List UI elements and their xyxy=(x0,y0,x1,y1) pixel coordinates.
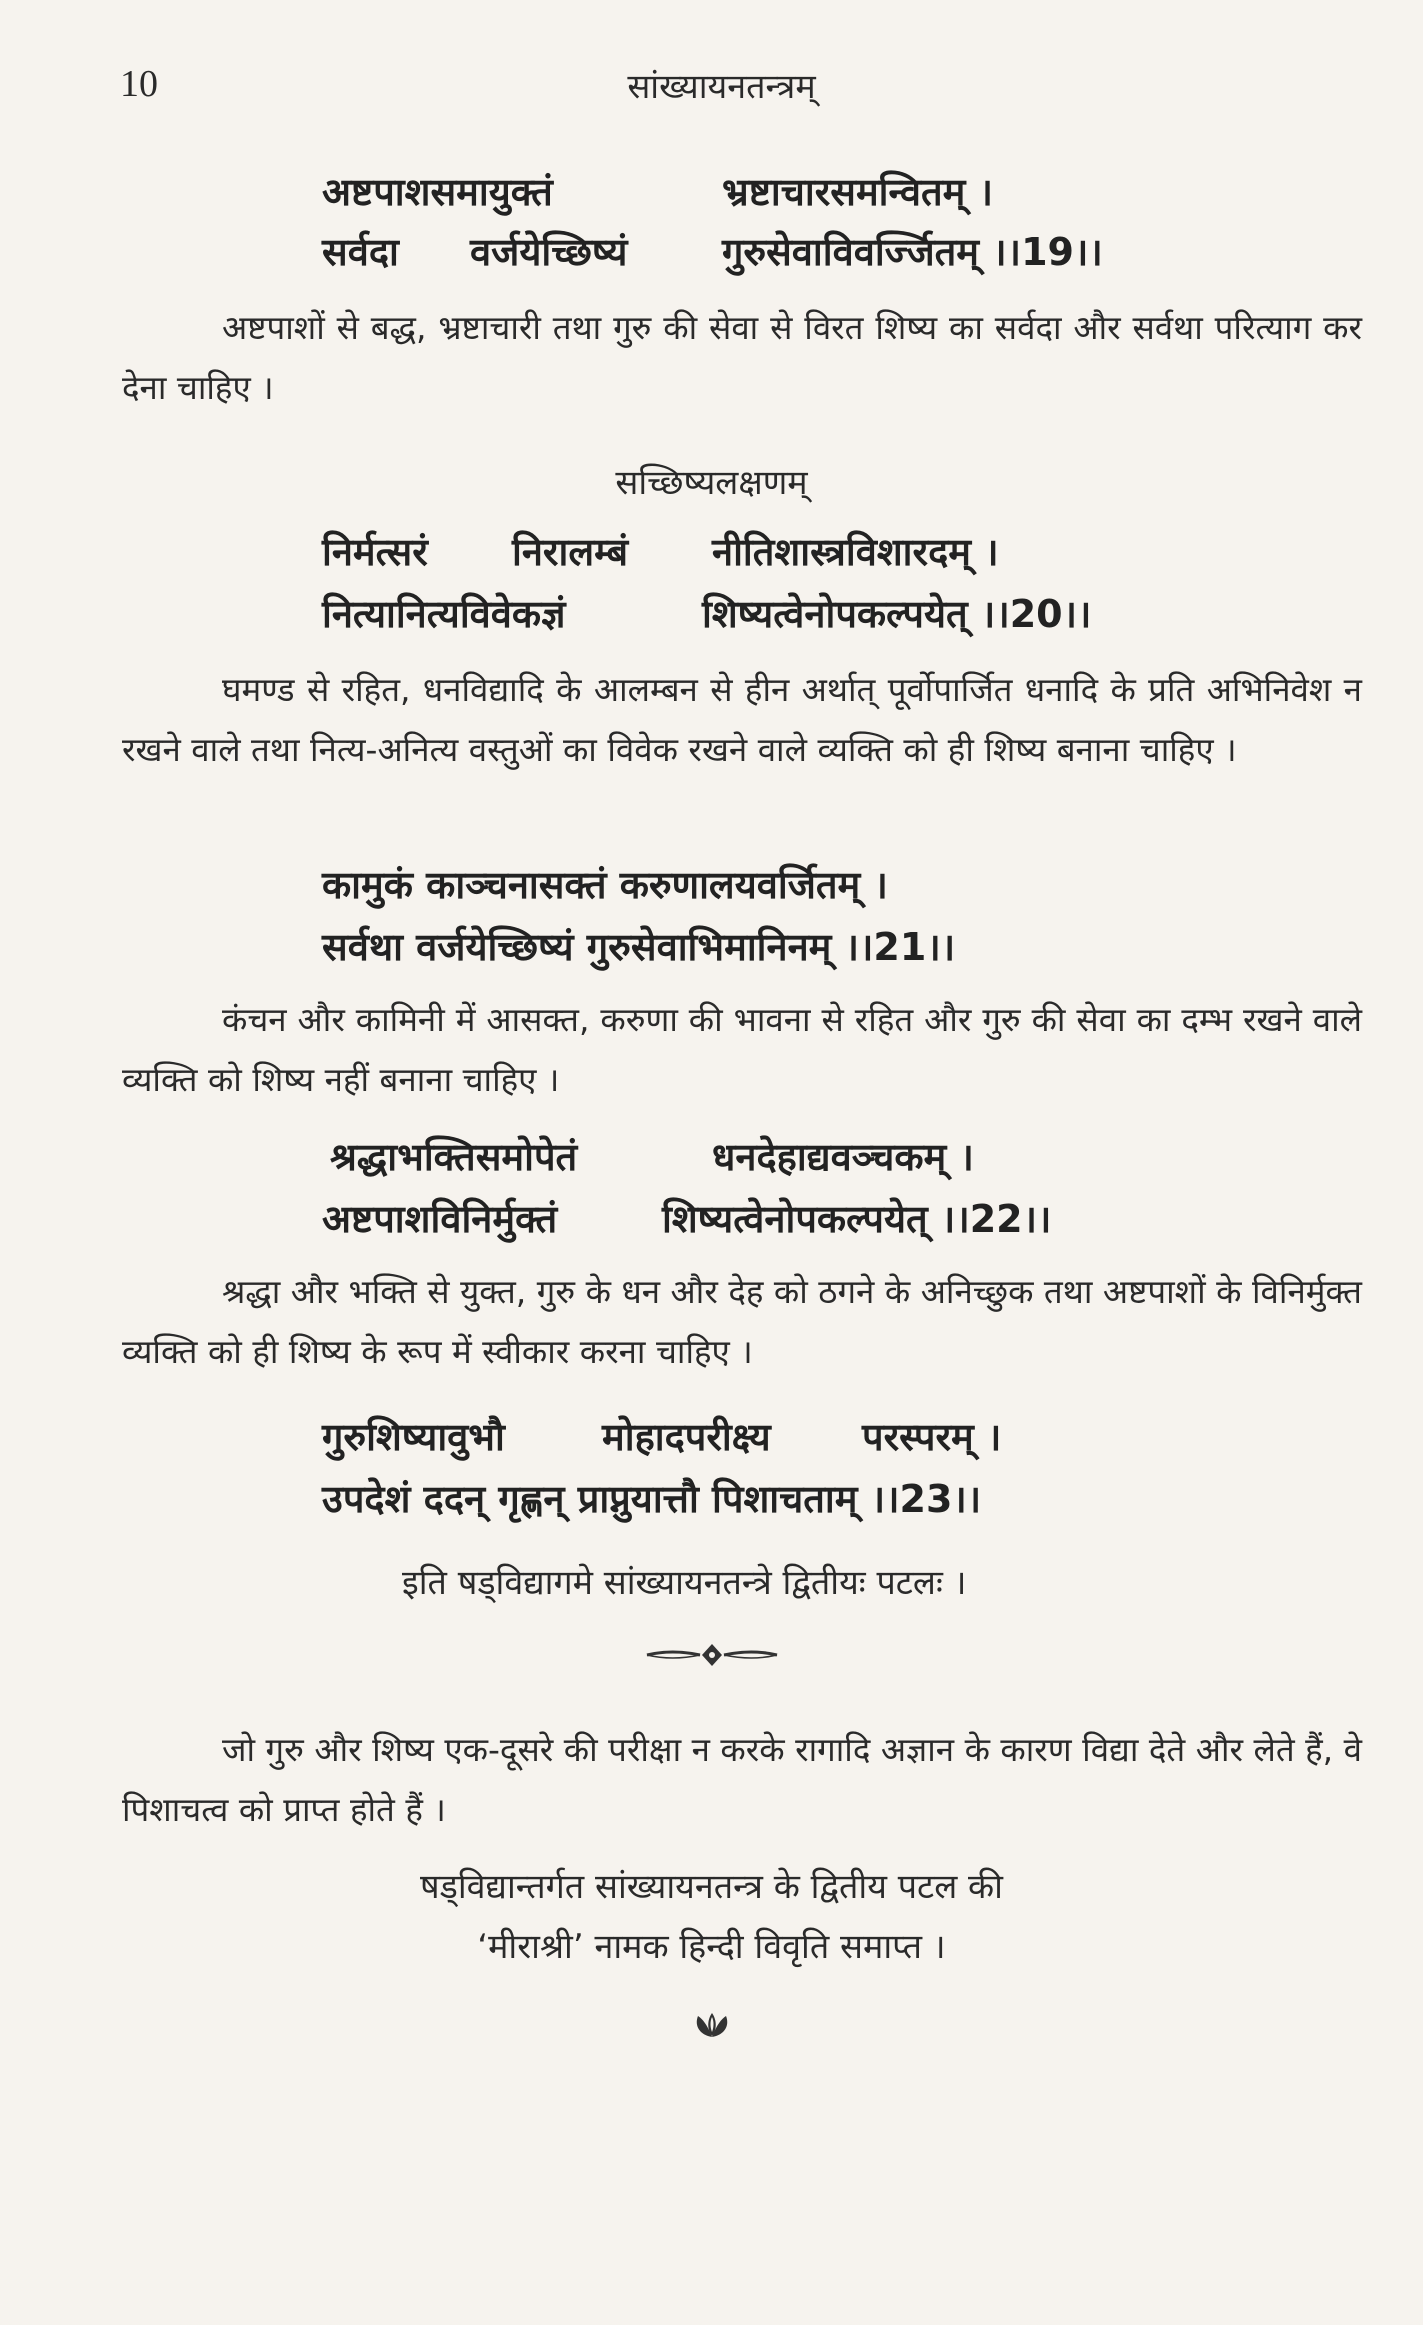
verse-23-line2: उपदेशं ददन् गृह्णन् प्राप्नुयात्तौ पिशाचताम् ।।23।। xyxy=(322,1477,982,1521)
verse-20-line1-part2: निरालम्बं xyxy=(512,530,629,574)
verse-22-line1-part2: धनदेहाद्यवञ्चकम् । xyxy=(712,1135,974,1179)
verse-23-line1-part2: मोहादपरीक्ष्य xyxy=(602,1415,771,1459)
running-title: सांख्यायनतन्त्रम् xyxy=(627,67,816,107)
verse-19-line1-part2: भ्रष्टाचारसमन्वितम् । xyxy=(722,170,994,214)
commentary-21 xyxy=(122,990,1362,1110)
lotus-ornament-icon xyxy=(690,2010,734,2040)
verse-21-line2: सर्वथा वर्जयेच्छिष्यं गुरुसेवाभिमानिनम् ।।21।। xyxy=(322,925,956,969)
commentary-19 xyxy=(122,298,1362,418)
commentary-20-text: घमण्ड से रहित, धनविद्यादि के आलम्बन से हीन अर्थात् पूर्वोपार्जित धनादि के प्रति अभिनिवेश न रखने वाले तथा नित्य-अनित्य वस्तुओं का विवेक रखने वाले व्यक्ति को ही शिष्य बनाना चाहिए । xyxy=(122,670,1362,769)
verse-20-line1-part3: नीतिशास्त्रविशारदम् । xyxy=(712,530,999,574)
verse-22-line2-part2: शिष्यत्वेनोपकल्पयेत् ।।22।। xyxy=(662,1197,1052,1241)
verse-22-line1-part1: श्रद्धाभक्तिसमोपेतं xyxy=(330,1135,578,1179)
commentary-23 xyxy=(122,1720,1362,1840)
commentary-21-text: कंचन और कामिनी में आसक्त, करुणा की भावना से रहित और गुरु की सेवा का दम्भ रखने वाले व्यक्ति को शिष्य नहीं बनाना चाहिए । xyxy=(122,1000,1362,1099)
verse-21-line1: कामुकं काञ्चनासक्तं करुणालयवर्जितम् । xyxy=(322,863,888,907)
verse-22-line2-part1: अष्टपाशविनिर्मुक्तं xyxy=(322,1197,558,1241)
divider-ornament xyxy=(0,1640,1423,1674)
verse-19-line2-part3: गुरुसेवाविवर्ज्जितम् ।।19।। xyxy=(722,230,1103,274)
page-header xyxy=(120,62,1323,122)
verse-23-line1-part3: परस्परम् । xyxy=(862,1415,1002,1459)
commentary-22-text: श्रद्धा और भक्ति से युक्त, गुरु के धन और देह को ठगने के अनिच्छुक तथा अष्टपाशों के विनिर्मुक्त व्यक्ति को ही शिष्य के रूप में स्वीकार करना चाहिए । xyxy=(122,1272,1362,1371)
section-heading: सच्छिष्यलक्षणम् xyxy=(615,463,808,503)
verse-20-line2-part2: शिष्यत्वेनोपकल्पयेत् ।।20।। xyxy=(702,592,1092,636)
diamond-flourish-divider-icon xyxy=(642,1640,782,1670)
end-ornament xyxy=(0,2010,1423,2044)
colophon-line-2: ‘मीराश्री’ नामक हिन्दी विवृति समाप्त । xyxy=(477,1927,946,1967)
verse-23-line1-part1: गुरुशिष्यावुभौ xyxy=(322,1415,505,1459)
commentary-23-text: जो गुरु और शिष्य एक-दूसरे की परीक्षा न करके रागादि अज्ञान के कारण विद्या देते और लेते हैं, वे पिशाचत्व को प्राप्त होते हैं । xyxy=(122,1730,1362,1829)
page-number: 10 xyxy=(120,63,158,105)
commentary-20 xyxy=(122,660,1362,780)
chapter-end-line: इति षड्विद्यागमे सांख्यायनतन्त्रे द्वितीयः पटलः । xyxy=(402,1563,967,1603)
verse-20-line1-part1: निर्मत्सरं xyxy=(322,530,428,574)
verse-19-line1-part1: अष्टपाशसमायुक्तं xyxy=(322,170,553,214)
colophon-line-1: षड्विद्यान्तर्गत सांख्यायनतन्त्र के द्वितीय पटल की xyxy=(420,1867,1003,1907)
verse-20-line2-part1: नित्यानित्यविवेकज्ञं xyxy=(322,592,566,636)
verse-19-line2-part1: सर्वदा xyxy=(322,230,399,274)
commentary-22 xyxy=(122,1262,1362,1382)
verse-19-line2-part2: वर्जयेच्छिष्यं xyxy=(470,230,628,274)
commentary-19-text: अष्टपाशों से बद्ध, भ्रष्टाचारी तथा गुरु की सेवा से विरत शिष्य का सर्वदा और सर्वथा परित्याग कर देना चाहिए । xyxy=(122,308,1362,407)
